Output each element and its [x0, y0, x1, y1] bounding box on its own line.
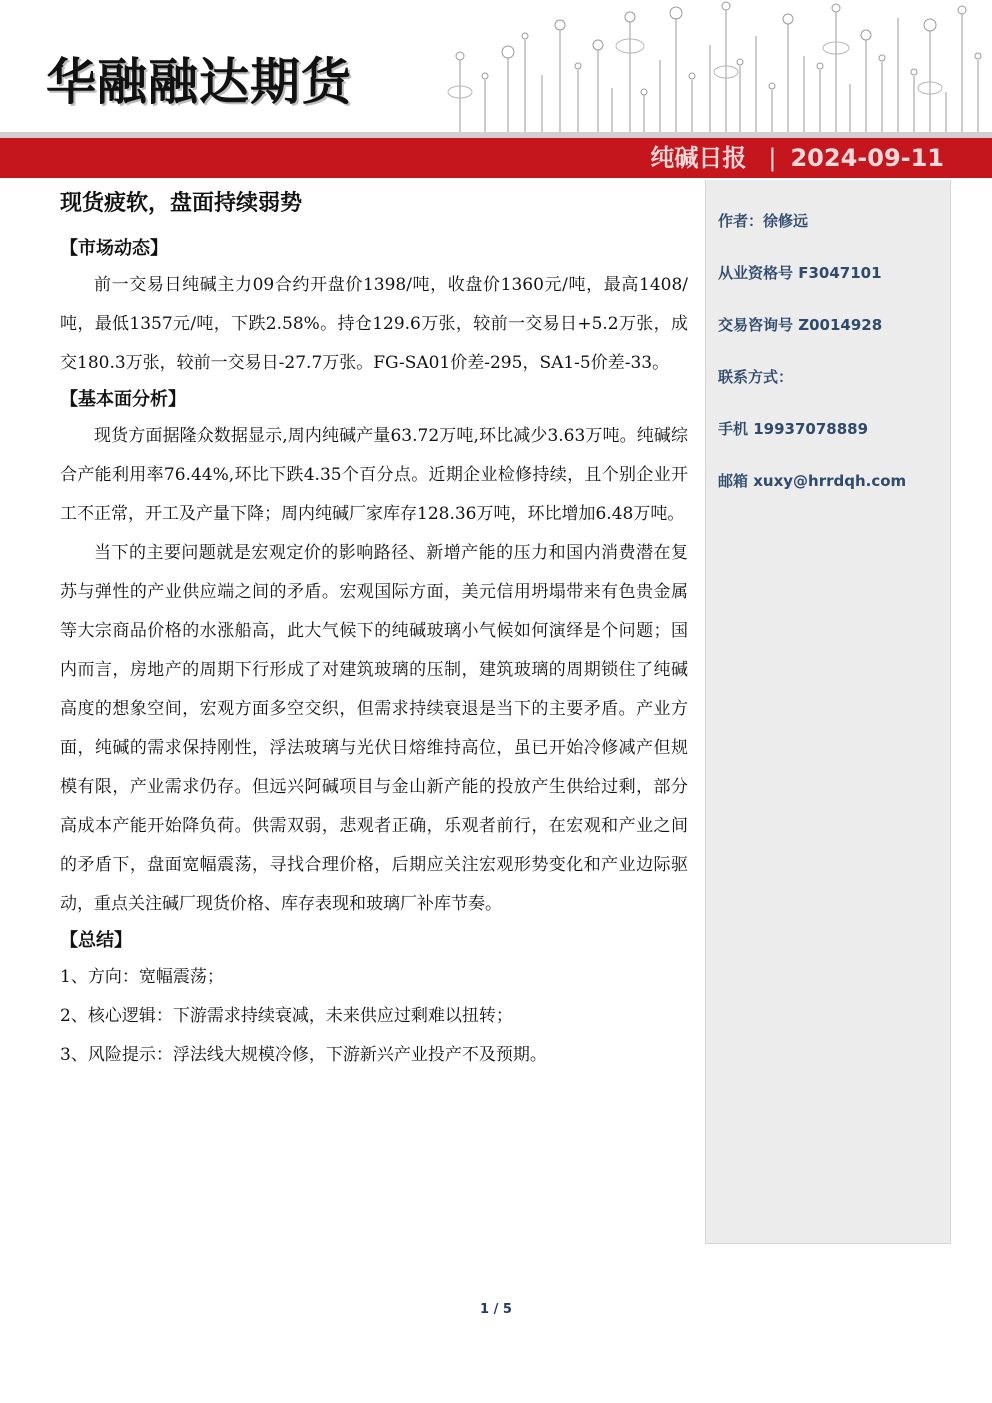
- sidebar-license: 从业资格号 F3047101: [718, 264, 882, 282]
- article-body: [60, 186, 688, 1075]
- header: [0, 0, 992, 180]
- decorative-pins-graphic: [430, 0, 992, 134]
- article-headline: 现货疲软，盘面持续弱势: [60, 191, 303, 216]
- section-heading-fundamentals: 【基本面分析】: [60, 389, 186, 410]
- company-logo-text: 华融融达期货: [46, 53, 352, 111]
- section-heading-market: 【市场动态】: [60, 238, 168, 259]
- sidebar-contact-label: 联系方式：: [718, 368, 794, 386]
- sidebar-email[interactable]: 邮箱 xuxy@hrrdqh.com: [718, 472, 907, 490]
- summary-item-direction: 1、方向：宽幅震荡；: [60, 967, 224, 987]
- page-number: 1 / 5: [480, 1302, 512, 1317]
- sidebar-consult-license: 交易咨询号 Z0014928: [718, 316, 883, 334]
- summary-item-risk: 3、风险提示：浮法线大规模冷修，下游新兴产业投产不及预期。: [60, 1045, 547, 1065]
- report-date: 2024-09-11: [790, 144, 944, 172]
- sidebar-author: 作者：徐修远: [718, 212, 809, 230]
- paragraph-market: 前一交易日纯碱主力09合约开盘价1398/吨，收盘价1360元/吨，最高1408/吨，最低1357元/吨，下跌2.58%。持仓129.6万张，较前一交易日+5.2万张，成交180.3万张，较前一交易日-27.7万张。FG-SA01价差-295，SA1-5价差-33。: [60, 275, 688, 373]
- report-title-line: [650, 141, 944, 175]
- title-separator: |: [768, 144, 777, 172]
- sidebar-phone: 手机 19937078889: [718, 420, 869, 438]
- section-heading-summary: 【总结】: [60, 930, 132, 951]
- report-type: 纯碱日报: [650, 144, 747, 172]
- summary-item-logic: 2、核心逻辑：下游需求持续衰减，未来供应过剩难以扭转；: [60, 1006, 513, 1026]
- author-sidebar: [705, 180, 951, 1244]
- paragraph-fundamentals-1: 现货方面据隆众数据显示,周内纯碱产量63.72万吨,环比减少3.63万吨。纯碱综合产能利用率76.44%,环比下跌4.35个百分点。近期企业检修持续，且个别企业开工不正常，开工及产量下降；周内纯碱厂家库存128.36万吨，环比增加6.48万吨。: [60, 426, 688, 524]
- paragraph-fundamentals-2: 当下的主要问题就是宏观定价的影响路径、新增产能的压力和国内消费潜在复苏与弹性的产业供应端之间的矛盾。宏观国际方面，美元信用坍塌带来有色贵金属等大宗商品价格的水涨船高，此大气候下的纯碱玻璃小气候如何演绎是个问题；国内而言，房地产的周期下行形成了对建筑玻璃的压制，建筑玻璃的周期锁住了纯碱高度的想象空间，宏观方面多空交织，但需求持续衰退是当下的主要矛盾。产业方面，纯碱的需求保持刚性，浮法玻璃与光伏日熔维持高位，虽已开始冷修减产但规模有限，产业需求仍存。但远兴阿碱项目与金山新产能的投放产生供给过剩，部分高成本产能开始降负荷。供需双弱，悲观者正确，乐观者前行，在宏观和产业之间的矛盾下，盘面宽幅震荡，寻找合理价格，后期应关注宏观形势变化和产业边际驱动，重点关注碱厂现货价格、库存表现和玻璃厂补库节奏。: [60, 543, 688, 914]
